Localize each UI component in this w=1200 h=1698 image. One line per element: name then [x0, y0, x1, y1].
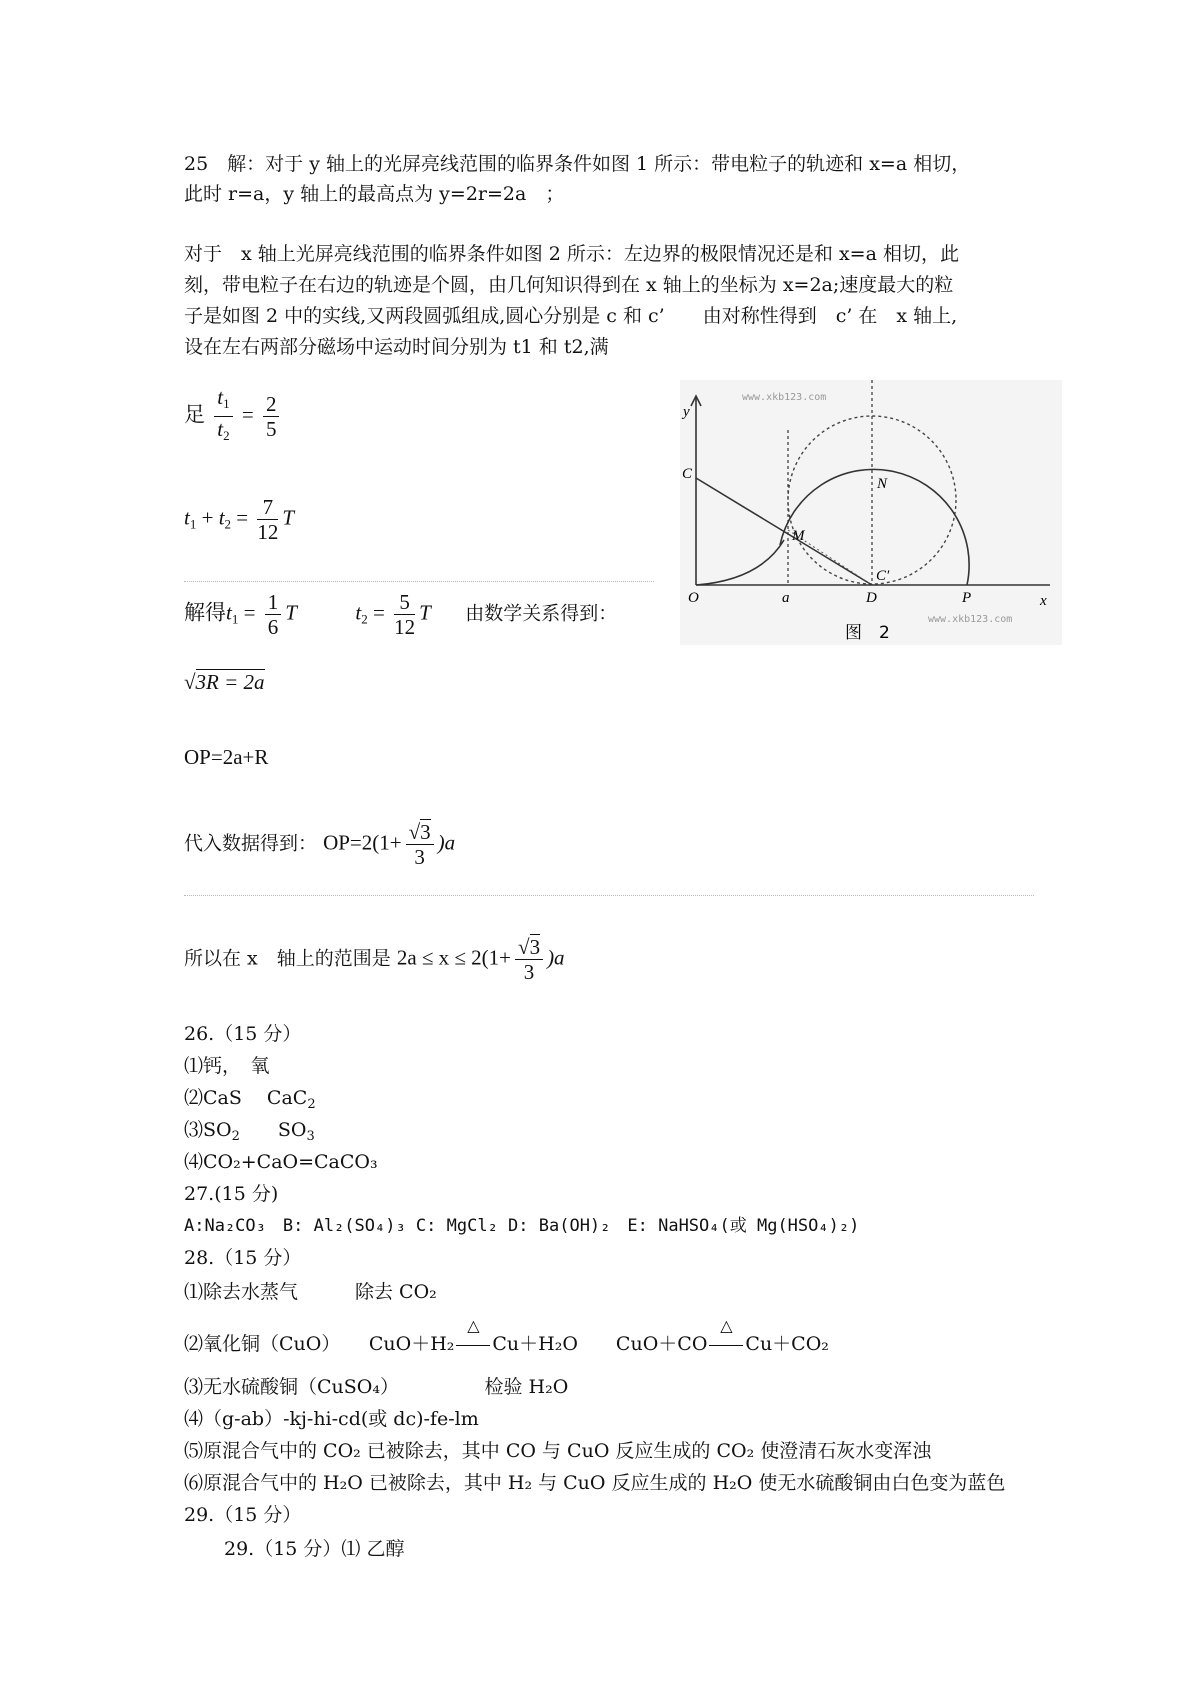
line-C-Cprime [696, 478, 872, 585]
by-math-label: 由数学关系得到： [465, 602, 618, 625]
q28-line2-b: Cu＋H₂O CuO＋CO [492, 1333, 708, 1355]
t1-num: 1 [265, 590, 282, 615]
q28-title: 28.（15 分） [184, 1247, 302, 1269]
q26-line2-sub: 2 [307, 1097, 316, 1112]
t1-den: 6 [267, 615, 279, 639]
heat-arrow-1 [454, 1316, 492, 1358]
figure-caption: 图 2 [845, 623, 890, 643]
q26-title: 26.（15 分） [184, 1023, 302, 1045]
label-M: M [792, 528, 805, 544]
ratio-den: 5 [265, 417, 277, 441]
watermark-top: www.xkb123.com [742, 392, 827, 403]
op-den3: 3 [414, 845, 425, 869]
eq-sum: $t_1 + t_2$ = $\frac{7}{12}$ T [184, 495, 295, 544]
label-C: C [682, 466, 693, 482]
eq-ratio: 足 $\frac{t_1}{t_2}$ = $\frac{2}{5}$ [184, 385, 283, 448]
q26-line3-so3: SO [239, 1119, 307, 1141]
label-P: P [962, 590, 972, 606]
watermark-bottom: www.xkb123.com [928, 614, 1013, 625]
arc-right [780, 469, 969, 585]
figure-2 [680, 380, 1062, 645]
q26-line2 [184, 1084, 316, 1119]
label-y: y [683, 404, 690, 420]
q25-para2-line1: 对于 x 轴上光屏亮线范围的临界条件如图 2 所示：左边界的极限情况还是和 x=a 相切，此 [184, 243, 959, 265]
q26-line3-sub2: 3 [306, 1129, 315, 1144]
q27-title: 27.(15 分) [184, 1183, 279, 1205]
sum-den: 12 [257, 520, 279, 544]
q25-para2-line2: 刻，带电粒子在右边的轨迹是个圆，由几何知识得到在 x 轴上的坐标为 x=2a;速度最大的粒 [184, 274, 954, 296]
q28-line1: ⑴除去水蒸气 除去 CO₂ [184, 1281, 437, 1303]
eq-op-result: 代入数据得到： OP=2(1+ $\frac{√3}{3}$ )a [184, 820, 456, 869]
label-N: N [877, 476, 888, 492]
divider-dotted-2 [184, 895, 1034, 896]
q25-para2-line3: 子是如图 2 中的实线,又两段圆弧组成,圆心分别是 c 和 c’ 由对称性得到 c’ 在 x 轴上, [184, 305, 958, 327]
q26-line3 [184, 1116, 315, 1151]
eq-sqrt-text: 3R = 2a [195, 670, 265, 694]
range-close: )a [547, 945, 565, 970]
zu-label: 足 [184, 402, 205, 427]
heat-symbol-2: △ [720, 1316, 733, 1335]
ratio-num: 2 [263, 392, 280, 417]
q27-answer: A:Na₂CO₃ B: Al₂(SO₄)₃ C: MgCl₂ D: Ba(OH)₂ E: NaHSO₄(或 Mg(HSO₄)₂) [184, 1216, 860, 1236]
op-close: )a [437, 830, 456, 855]
q26-line3-sub1: 2 [231, 1129, 240, 1144]
q28-line6: ⑹原混合气中的 H₂O 已被除去，其中 H₂ 与 CuO 反应生成的 H₂O 使无水硫酸铜由白色变为蓝色 [184, 1472, 1006, 1494]
sum-num: 7 [257, 495, 278, 520]
range-den3: 3 [523, 960, 535, 984]
eq-sqrt3R: √3R = 2a [184, 670, 265, 694]
range-prefix: 所以在 x 轴上的范围是 [184, 947, 391, 970]
q29-title: 29.（15 分） [184, 1504, 302, 1526]
q26-line1: ⑴钙， 氧 [184, 1055, 270, 1077]
q25-line1: 25 解：对于 y 轴上的光屏亮线范围的临界条件如图 1 所示：带电粒子的轨迹和 x=a 相切， [184, 153, 971, 175]
eq-op: OP=2a+R [184, 745, 269, 769]
label-a: a [782, 590, 790, 606]
q25-para2-line4: 设在左右两部分磁场中运动时间分别为 t1 和 t2,满 [184, 336, 609, 358]
op-sqrt3: 3 [420, 820, 431, 844]
q29-line1: 29.（15 分）⑴ 乙醇 [224, 1538, 405, 1560]
arc-left [696, 540, 784, 585]
label-D: D [866, 590, 877, 606]
range-statement: 所以在 x 轴上的范围是 2a ≤ x ≤ 2(1+ $\frac{√3}{3}$ )a [184, 935, 565, 984]
q25-line2: 此时 r=a，y 轴上的最高点为 y=2r=2a ； [184, 183, 565, 205]
range-sqrt3: 3 [529, 935, 541, 959]
q28-line5: ⑸原混合气中的 CO₂ 已被除去，其中 CO 与 CuO 反应生成的 CO₂ 使澄清石灰水变浑浊 [184, 1440, 932, 1462]
heat-symbol-1: △ [467, 1316, 480, 1335]
substitute-label: 代入数据得到： [184, 832, 318, 855]
q28-line2-a: ⑵氧化铜（CuO） CuO＋H₂ [184, 1333, 455, 1355]
t2-den: 12 [394, 615, 416, 639]
range-expr: 2a ≤ x ≤ 2(1+ [396, 945, 512, 970]
label-O: O [688, 590, 699, 606]
op-result-prefix: OP=2(1+ [323, 830, 402, 855]
q28-line3: ⑶无水硫酸铜（CuSO₄） 检验 H₂O [184, 1376, 569, 1398]
q26-line3-so2: ⑶SO [184, 1119, 232, 1141]
jiede-label: 解得 [184, 600, 226, 625]
q28-line4: ⑷（g-ab）-kj-hi-cd(或 dc)-fe-lm [184, 1408, 479, 1430]
t2-num: 5 [394, 590, 415, 615]
q26-line4: ⑷CO₂+CaO=CaCO₃ [184, 1151, 378, 1173]
label-x: x [1040, 593, 1047, 609]
q28-line2-c: Cu＋CO₂ [745, 1333, 829, 1355]
label-Cprime: C′ [876, 568, 890, 584]
figure-2-diagram [680, 380, 1062, 645]
q28-line2 [184, 1316, 829, 1358]
q26-line2-text: ⑵CaS CaC [184, 1087, 308, 1109]
divider-dotted-1 [184, 581, 654, 582]
heat-arrow-2 [707, 1316, 745, 1358]
eq-solution: 解得$t_1$ = $\frac{1}{6}$ T $t_2$ = $\frac{5}{12}$ T 由数学关系得到： [184, 590, 618, 639]
